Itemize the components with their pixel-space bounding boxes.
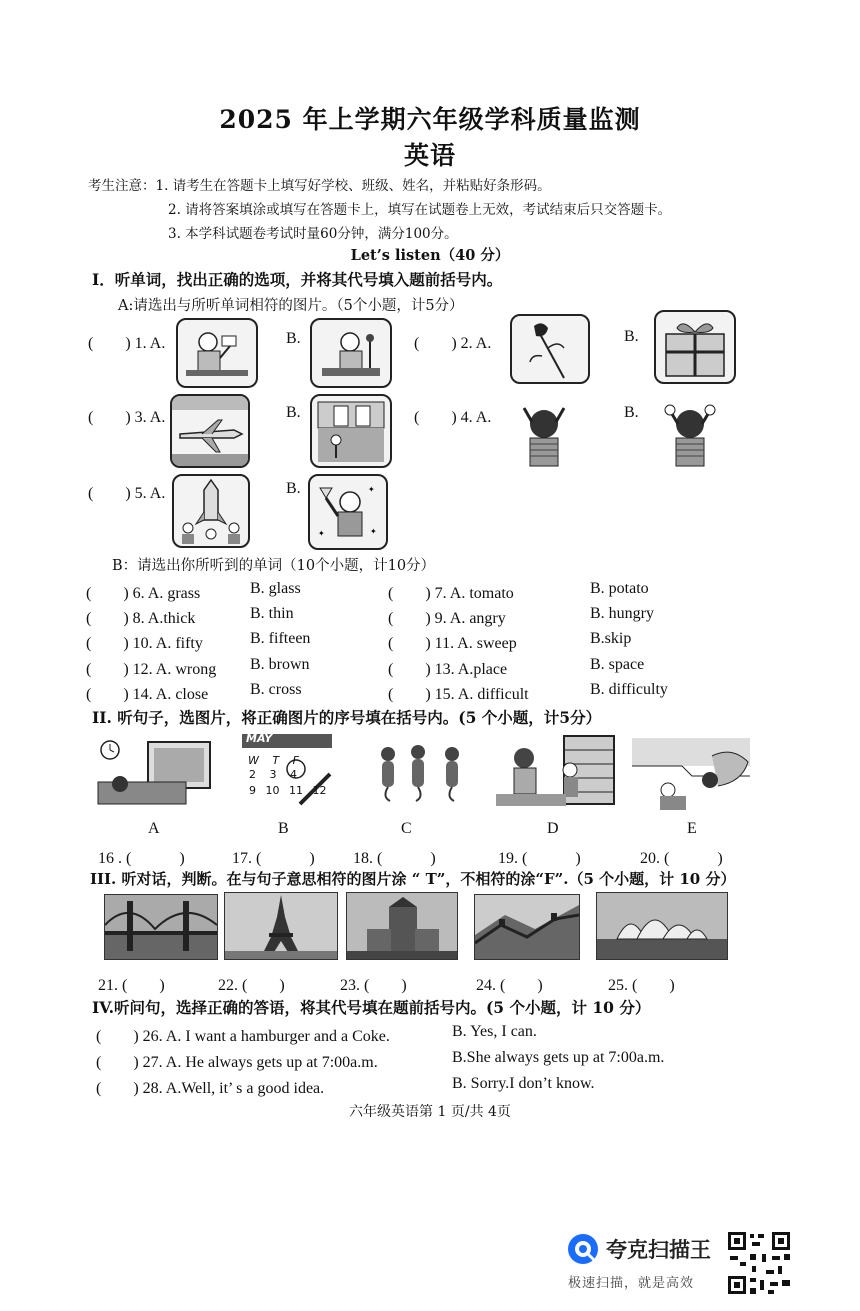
picture-letter-b: B <box>278 820 289 837</box>
section1-heading: Ⅰ．听单词，找出正确的选项，并将其代号填入题前括号内。 <box>92 270 503 289</box>
q5-picture-a <box>172 474 250 548</box>
q4-label: ( ) 4. A. <box>414 409 492 426</box>
picture-letter-c: C <box>401 820 412 837</box>
calendar-date-11: 11 <box>289 784 303 797</box>
photo-eiffel-tower <box>224 892 338 960</box>
notice-text-1: 1. 请考生在答题卡上填写好学校、班级、姓名，并粘贴好条形码。 <box>155 178 551 194</box>
q12-option-b: B. brown <box>250 656 310 673</box>
qr-code <box>726 1230 792 1296</box>
section3-heading: III. 听对话，判断。在与句子意思相符的图片涂 “ T”，不相符的涂“F”.（5 个小题，计 10 分） <box>90 870 736 888</box>
q3-label: ( ) 3. A. <box>88 409 166 426</box>
q21-blank: 21. ( ) <box>98 977 165 994</box>
section1-partB: B：请选出你所听到的单词（10个小题，计10分） <box>112 558 436 574</box>
q27-option-b: B.She always gets up at 7:00a.m. <box>452 1049 665 1066</box>
picture-letter-e: E <box>687 820 697 837</box>
photo-golden-gate-bridge <box>104 894 218 960</box>
q2-label: ( ) 2. A. <box>414 335 492 352</box>
section2-heading: II. 听句子，选图片，将正确图片的序号填在括号内。(5 个小题，计5分） <box>92 708 602 727</box>
calendar-date-12: 12 <box>312 784 327 797</box>
calendar-week1 <box>249 768 297 781</box>
q20-blank: 20. ( ) <box>640 850 723 867</box>
picture-letter-d: D <box>547 820 559 837</box>
q1-label: ( ) 1. A. <box>88 335 166 352</box>
q28-item: ( ) 28. A.Well, it’ s a good idea. <box>96 1080 325 1097</box>
q13-option-b: B. space <box>590 656 645 673</box>
q14-item: ( ) 14. A. close <box>86 686 209 703</box>
calendar-date-2: 2 <box>249 768 256 781</box>
q7-option-b: B. potato <box>590 580 649 597</box>
q13-item: ( ) 13. A.place <box>388 661 508 678</box>
q10-option-b: B. fifteen <box>250 630 311 647</box>
q7-item: ( ) 7. A. tomato <box>388 585 514 602</box>
photo-tower-building <box>346 892 458 960</box>
q5-picture-b <box>308 474 388 550</box>
q4-picture-b <box>660 398 720 468</box>
q15-option-b: B. difficulty <box>590 681 668 698</box>
q18-blank: 18. ( ) <box>353 850 436 867</box>
q8-option-b: B. thin <box>250 605 294 622</box>
q1-picture-a <box>176 318 258 388</box>
notice-label: 考生注意： <box>88 178 156 194</box>
q11-item: ( ) 11. A. sweep <box>388 635 517 652</box>
svg-text:✦: ✦ <box>368 485 375 494</box>
q15-item: ( ) 15. A. difficult <box>388 686 529 703</box>
calendar-day-t: T <box>272 754 280 767</box>
q25-blank: 25. ( ) <box>608 977 675 994</box>
q3-picture-a <box>170 394 250 468</box>
q26-item: ( ) 26. A. I want a hamburger and a Coke. <box>96 1028 390 1045</box>
calendar-day-w: W <box>248 754 259 767</box>
subject-title: 英语 <box>403 141 456 170</box>
notice-line-1 <box>88 174 551 194</box>
q26-option-b: B. Yes, I can. <box>452 1023 537 1040</box>
page-footer: 六年级英语第 1 页/共 4页 <box>349 1104 511 1120</box>
q9-item: ( ) 9. A. angry <box>388 610 506 627</box>
calendar-date-4: 4 <box>290 768 297 781</box>
section1-partA: A:请选出与所听单词相符的图片。（5个小题，计5分） <box>118 298 464 314</box>
q2-picture-b <box>654 310 736 384</box>
notice-line-2: 2. 请将答案填涂或填写在答题卡上，填写在试题卷上无效，考试结束后只交答题卡。 <box>168 202 672 218</box>
q16-blank: 16 . ( ) <box>98 850 185 867</box>
q4-picture-a <box>514 398 574 468</box>
calendar-week2 <box>249 784 327 797</box>
q1-picture-b <box>310 318 392 388</box>
photo-great-wall <box>474 894 580 960</box>
photo-sydney-opera-house <box>596 892 728 960</box>
q4-b-label: B. <box>624 404 639 421</box>
calendar-date-10: 10 <box>265 784 280 797</box>
q11-option-b: B.skip <box>590 630 632 647</box>
q6-option-b: B. glass <box>250 580 301 597</box>
q12-item: ( ) 12. A. wrong <box>86 661 217 678</box>
calendar-month: MAY <box>246 732 273 745</box>
q2-picture-a <box>510 314 590 384</box>
picture-e-outdoor <box>632 738 750 812</box>
notice-line-3: 3. 本学科试题卷考试时量60分钟，满分100分。 <box>168 226 458 242</box>
q6-item: ( ) 6. A. grass <box>86 585 201 602</box>
picture-letter-a: A <box>148 820 160 837</box>
calendar-days <box>248 754 299 767</box>
q2-b-label: B. <box>624 328 639 345</box>
q19-blank: 19. ( ) <box>498 850 581 867</box>
listen-heading: Let’s listen（40 分） <box>350 247 510 264</box>
calendar-day-f: F <box>292 754 299 767</box>
svg-text:✦: ✦ <box>370 527 377 536</box>
calendar-date-3: 3 <box>269 768 277 781</box>
q9-option-b: B. hungry <box>590 605 654 622</box>
calendar-date-9: 9 <box>249 784 256 797</box>
q24-blank: 24. ( ) <box>476 977 543 994</box>
q1-b-label: B. <box>286 330 301 347</box>
q27-item: ( ) 27. A. He always gets up at 7:00a.m. <box>96 1054 378 1071</box>
quark-logo-icon <box>566 1232 600 1266</box>
q28-option-b: B. Sorry.I don’t know. <box>452 1075 595 1092</box>
q8-item: ( ) 8. A.thick <box>86 610 196 627</box>
watermark-slogan: 极速扫描，就是高效 <box>568 1276 695 1291</box>
picture-c-monkeys <box>372 740 468 804</box>
picture-a-sleeping <box>96 738 214 808</box>
exam-title: 2025 年上学期六年级学科质量监测 <box>219 105 641 134</box>
picture-d-library <box>494 734 618 810</box>
section4-heading: IV.听问句，选择正确的答语，将其代号填在题前括号内。(5 个小题，计 10 分） <box>92 998 651 1017</box>
q5-b-label: B. <box>286 480 301 497</box>
q17-blank: 17. ( ) <box>232 850 315 867</box>
q10-item: ( ) 10. A. fifty <box>86 635 203 652</box>
q23-blank: 23. ( ) <box>340 977 407 994</box>
svg-text:✦: ✦ <box>318 529 325 538</box>
q22-blank: 22. ( ) <box>218 977 285 994</box>
watermark-name: 夸克扫描王 <box>606 1238 711 1262</box>
q3-b-label: B. <box>286 404 301 421</box>
q14-option-b: B. cross <box>250 681 302 698</box>
q3-picture-b <box>310 394 392 468</box>
q5-label: ( ) 5. A. <box>88 485 166 502</box>
